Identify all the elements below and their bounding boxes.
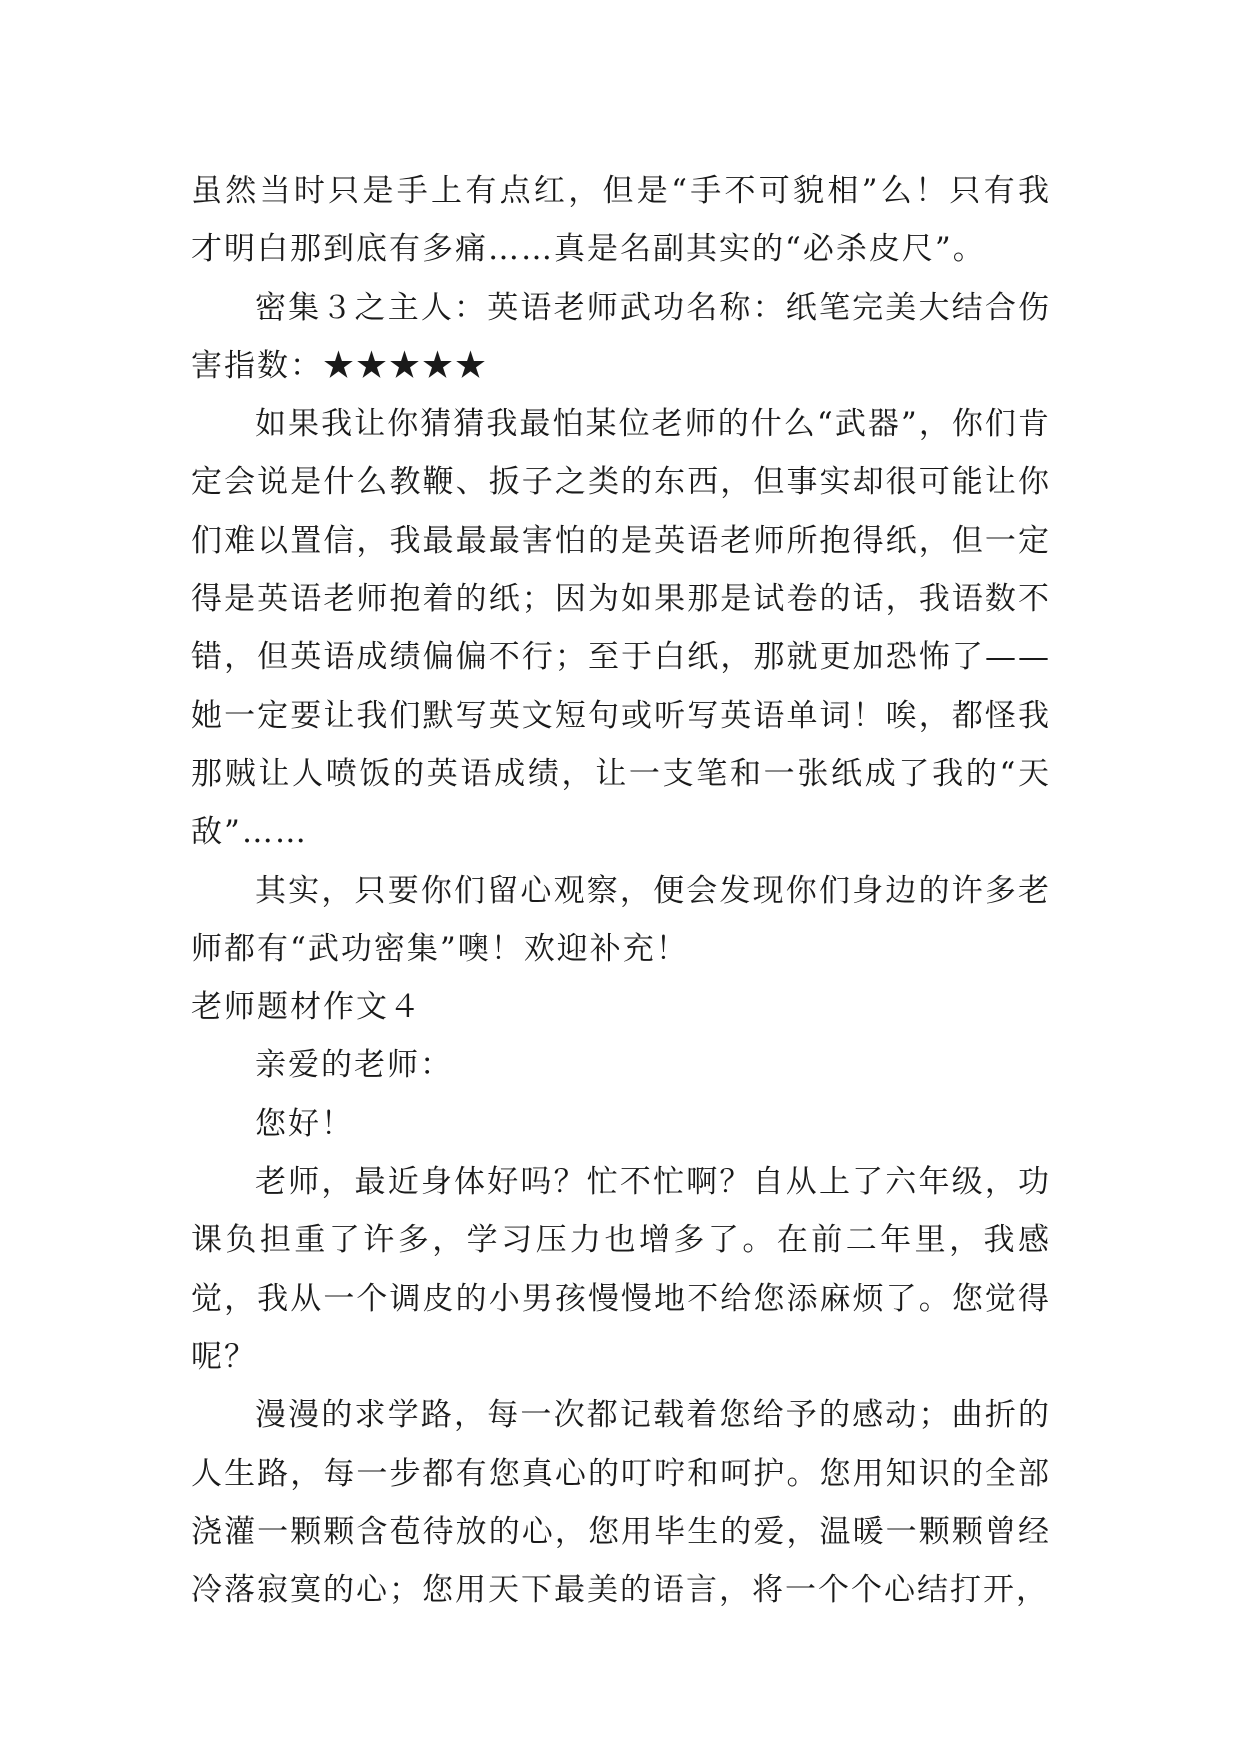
paragraph-english-teacher: 如果我让你猜猜我最怕某位老师的什么“武器”，你们肯定会说是什么教鞭、扳子之类的东西，但事实却很可能让你们难以置信，我最最最害怕的是英语老师所抱得纸，但一定得是英语老师抱着的纸；因为如果那是试卷的话，我语数不错，但英语成绩偏偏不行；至于白纸，那就更加恐怖了——她一定要让我们默写英文短句或听写英语单词！唉，都怪我那贼让人喷饭的英语成绩，让一支笔和一张纸成了我的“天敌”……	[191, 406, 1051, 851]
paragraph-closing: 其实，只要你们留心观察，便会发现你们身边的许多老师都有“武功密集”噢！欢迎补充！	[191, 872, 1051, 967]
paragraph-secret-3: 密集３之主人：英语老师武功名称：纸笔完美大结合伤害指数：★★★★★	[191, 289, 1051, 384]
letter-salutation: 亲爱的老师：	[255, 1047, 453, 1084]
letter-paragraph-2: 漫漫的求学路，每一次都记载着您给予的感动；曲折的人生路，每一步都有您真心的叮咛和呵护。您用知识的全部浇灌一颗颗含苞待放的心，您用毕生的爱，温暖一颗颗曾经冷落寂寞的心；您用天下最美的语言，将一个个心结打开，	[191, 1397, 1051, 1609]
section-title: 老师题材作文４	[191, 989, 422, 1026]
letter-greeting: 您好！	[255, 1105, 354, 1142]
paragraph-continuation: 虽然当时只是手上有点红，但是“手不可貌相”么！只有我才明白那到底有多痛……真是名副其实的“必杀皮尺”。	[191, 173, 1051, 268]
document-body	[191, 162, 1051, 1619]
letter-paragraph-1: 老师，最近身体好吗？忙不忙啊？自从上了六年级，功课负担重了许多，学习压力也增多了。在前二年里，我感觉，我从一个调皮的小男孩慢慢地不给您添麻烦了。您觉得呢？	[191, 1164, 1051, 1375]
